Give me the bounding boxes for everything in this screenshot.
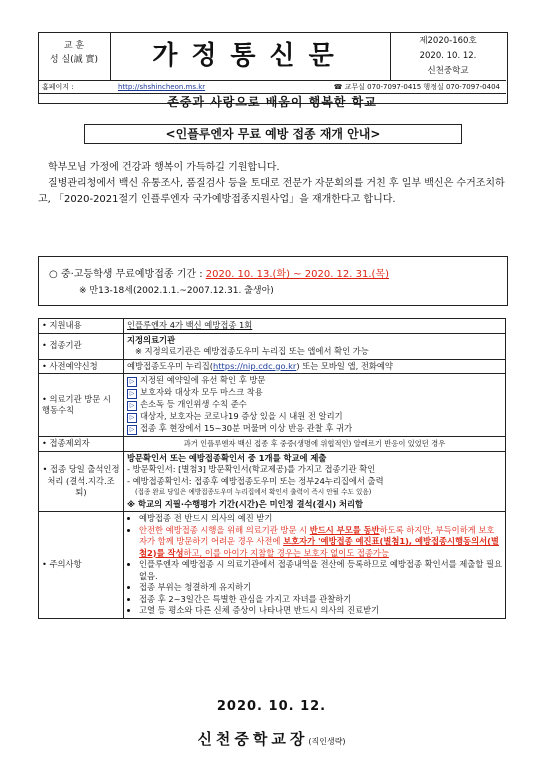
caution-item: • 예방접종 전 반드시 의사의 예진 받기 bbox=[139, 513, 502, 525]
reservation-text-b: ) 또는 모바일 앱, 전화예약 bbox=[296, 360, 393, 371]
school-slogan: 존중과 사랑으로 배움이 행복한 학교 bbox=[167, 95, 377, 109]
row-value bbox=[124, 333, 506, 359]
school-motto bbox=[38, 32, 111, 80]
row-key: • 지원내용 bbox=[39, 319, 124, 334]
period-prefix: ○ 중·고등학생 무료예방접종 기간 : bbox=[49, 269, 206, 280]
check-icon: ▷ bbox=[127, 413, 137, 423]
rule-text: 보호자와 대상자 모두 마스크 착용 bbox=[140, 387, 263, 397]
caution-item: • 접종 후 2~3일간은 특별한 관심을 가지고 자녀를 관찰하기 bbox=[139, 594, 502, 606]
check-icon: ▷ bbox=[127, 377, 137, 387]
intro-paragraph-2: 질병관리청에서 백신 유통조사, 품질검사 등을 토대로 전문가 자문회의를 거친 후 일부 백신은 수거조치하고, 「2020-2021절기 인플루엔자 국가예방접종지원사업」을 재개한다고 합니다. bbox=[38, 178, 505, 205]
reservation-text-a: 예방접종도우미 누리집( bbox=[127, 360, 214, 371]
row-value bbox=[124, 319, 506, 334]
phone-numbers: 교무실 070-7097-0415 행정실 070-7097-0404 bbox=[344, 83, 500, 91]
row-value bbox=[124, 512, 506, 619]
row-key: • 접종 당일 출석인정 처리 (결석.지각.조퇴) bbox=[39, 451, 124, 512]
table-row bbox=[39, 333, 506, 359]
rule-item bbox=[127, 387, 502, 399]
caution-text: 보호자가 '예방접종 예진표(별첨1), 예방접종시행동의서(별첨2)를 작성 bbox=[139, 536, 499, 558]
phone-info bbox=[334, 81, 500, 93]
caution-text: 하도록 하지만, 부득이하게 보호자가 함께 방문하기 어려운 경우 사전에 bbox=[139, 524, 495, 546]
rule-item bbox=[127, 399, 502, 411]
caution-text: 안전한 예방접종 시행을 위해 의료기관 방문 시 bbox=[139, 524, 310, 535]
table-row bbox=[39, 437, 506, 452]
caution-list bbox=[127, 513, 502, 617]
rule-text: 지정된 예약일에 유선 확인 후 방문 bbox=[140, 375, 266, 385]
doc-date: 2020. 10. 12. bbox=[419, 51, 477, 61]
attendance-line: - 방문확인서: [별첨3] 방문확인서(학교제공)를 가지고 접종기관 확인 bbox=[127, 464, 376, 474]
rule-item bbox=[127, 375, 502, 387]
row-key: • 주의사항 bbox=[39, 512, 124, 619]
table-row bbox=[39, 512, 506, 619]
principal-title: 신천중학교장 bbox=[197, 730, 309, 748]
attendance-line: (접종 완료 당일은 예방접종도우미 누리집에서 확인서 출력이 즉시 안될 수도 있음) bbox=[135, 488, 372, 496]
caution-item: • 인플루엔자 예방접종 시 의료기관에서 접종내역을 전산에 등록하므로 예방접종 확인서를 제출할 필요 없음. bbox=[139, 559, 502, 582]
attendance-line: ※ 학교의 지필·수행평가 기간(시간)은 미인정 결석(결시) 처리함 bbox=[127, 498, 364, 509]
caution-text: 하고, 이를 아이가 지참할 경우는 보호자 없이도 접종가능 bbox=[183, 547, 389, 558]
check-icon: ▷ bbox=[127, 425, 137, 435]
row-key: • 접종제외자 bbox=[39, 437, 124, 452]
caution-item: • 고열 등 평소와 다른 신체 증상이 나타나면 반드시 의사의 진료받기 bbox=[139, 605, 502, 617]
row-value bbox=[124, 451, 506, 512]
homepage-label: 홈페이지 : bbox=[42, 83, 74, 91]
page-title: 가정통신문 bbox=[110, 32, 391, 80]
attendance-line: 방문확인서 또는 예방접종확인서 중 1개를 학교에 제출 bbox=[127, 452, 327, 463]
caution-text: 반드시 부모를 동반 bbox=[309, 524, 380, 535]
caution-item bbox=[139, 525, 502, 560]
row-key: • 접종기관 bbox=[39, 333, 124, 359]
doc-number: 제2020-160호 bbox=[419, 36, 477, 46]
support-content: 인플루엔자 4가 백신 예방접종 1회 bbox=[127, 320, 253, 330]
rule-text: 손소독 등 개인위생 수칙 준수 bbox=[140, 399, 247, 409]
check-icon: ▷ bbox=[127, 401, 137, 411]
contact-bar bbox=[38, 80, 506, 94]
period-range: 2020. 10. 13.(화) ~ 2020. 12. 31.(목) bbox=[205, 269, 389, 280]
seal-note: (직인생략) bbox=[308, 737, 346, 746]
table-row bbox=[39, 451, 506, 512]
table-row bbox=[39, 374, 506, 437]
period-note: ※ 만13-18세(2002.1.1.~2007.12.31. 출생아) bbox=[79, 286, 274, 296]
clinic-note: ※ 지정의료기관은 예방접종도우미 누리집 또는 앱에서 확인 가능 bbox=[135, 346, 369, 356]
homepage-link[interactable]: http://shshincheon.ms.kr bbox=[118, 83, 206, 91]
clinic-label: 지정의료기관 bbox=[127, 334, 176, 345]
motto-line1: 교 훈 bbox=[63, 41, 85, 51]
period-line bbox=[49, 265, 389, 280]
caution-item: • 접종 부위는 청결하게 유지하기 bbox=[139, 582, 502, 594]
row-key: • 사전예약신청 bbox=[39, 359, 124, 374]
table-row bbox=[39, 319, 506, 334]
vaccination-period-box bbox=[38, 256, 508, 306]
phone-icon: ☎ bbox=[333, 83, 345, 91]
row-key: • 의료기관 방문 시 행동수칙 bbox=[39, 374, 124, 437]
rule-item bbox=[127, 411, 502, 423]
rule-text: 접종 후 현장에서 15~30분 머물며 이상 반응 관찰 후 귀가 bbox=[140, 423, 353, 433]
row-value bbox=[124, 374, 506, 437]
notice-subject: <인플루엔자 무료 예방 접종 재개 안내> bbox=[84, 124, 462, 144]
nip-link[interactable]: https://nip.cdc.go.kr bbox=[213, 360, 297, 371]
footer-date: 2020. 10. 12. bbox=[216, 699, 327, 714]
footer-signature bbox=[0, 728, 543, 749]
rule-text: 대상자, 보호자는 코로나19 증상 있을 시 내원 전 알리기 bbox=[140, 411, 343, 421]
table-row bbox=[39, 359, 506, 374]
doc-meta bbox=[390, 32, 506, 80]
attendance-line: - 예방접종확인서: 접종후 예방접종도우미 또는 정부24누리집에서 출력 bbox=[127, 475, 384, 486]
check-icon: ▷ bbox=[127, 389, 137, 399]
row-value bbox=[124, 359, 506, 374]
intro-paragraph-1: 학부모님 가정에 건강과 행복이 가득하길 기원합니다. bbox=[48, 162, 280, 173]
info-table bbox=[38, 318, 506, 619]
school-name: 신천중학교 bbox=[427, 66, 469, 76]
intro-text bbox=[38, 160, 506, 208]
row-value: 과거 인플루엔자 백신 접종 후 중증(생명에 위협적인) 알레르기 반응이 있었던 경우 bbox=[124, 437, 506, 452]
rule-item bbox=[127, 423, 502, 435]
motto-line2: 성 실(誠 實) bbox=[49, 55, 99, 65]
